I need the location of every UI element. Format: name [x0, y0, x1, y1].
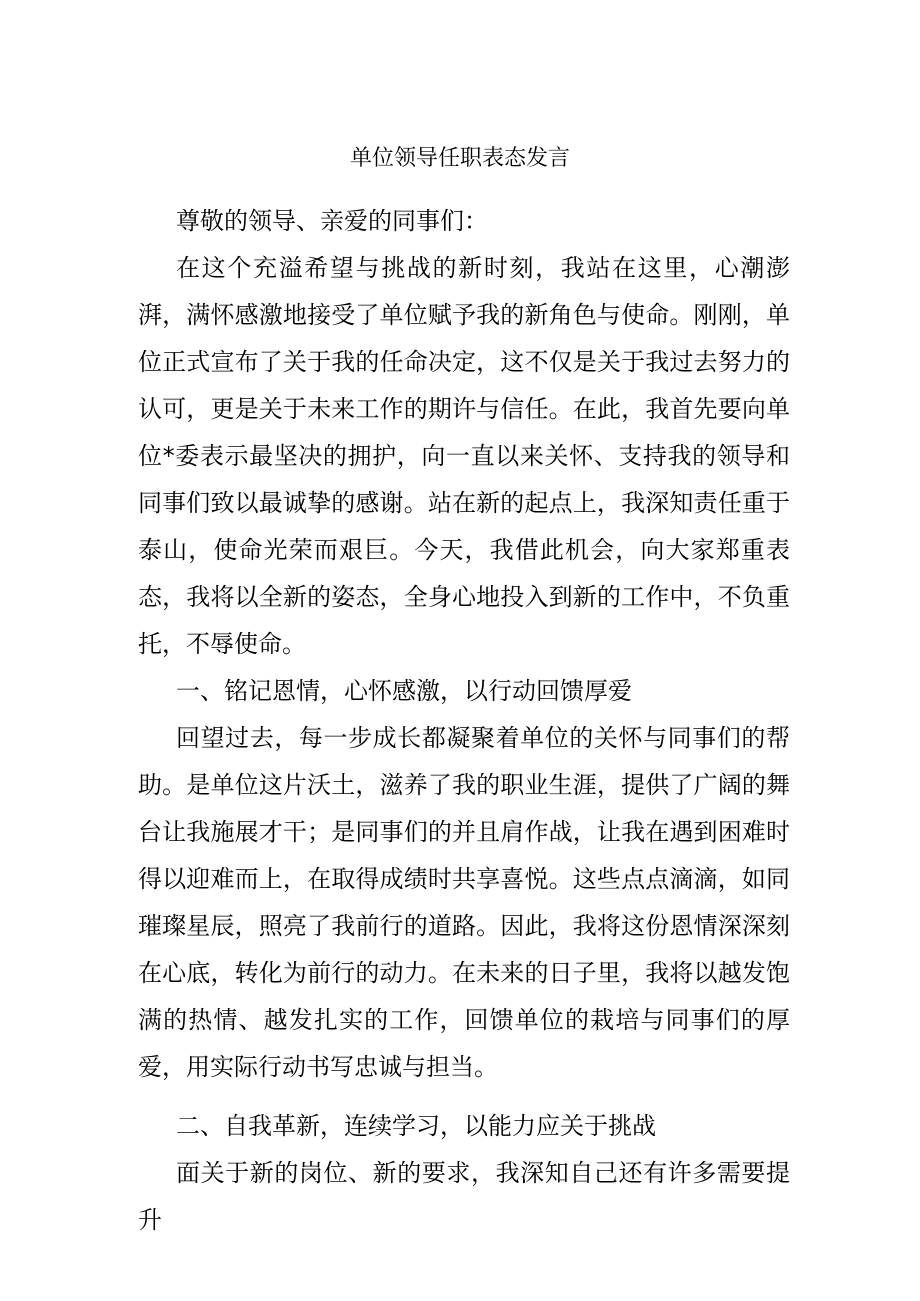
intro-paragraph: 在这个充溢希望与挑战的新时刻，我站在这里，心潮澎湃，满怀感激地接受了单位赋予我的新角色与使命。刚刚，单位正式宣布了关于我的任命决定，这不仅是关于我过去努力的认可，更是关于未来工作的期许与信任。在此，我首先要向单位*委表示最坚决的拥护，向一直以来关怀、支持我的领导和同事们致以最诚挚的感谢。站在新的起点上，我深知责任重于泰山，使命光荣而艰巨。今天，我借此机会，向大家郑重表态，我将以全新的姿态，全身心地投入到新的工作中，不负重托，不辱使命。 — [138, 254, 790, 658]
document-body — [138, 198, 790, 1244]
section-2-paragraph: 面关于新的岗位、新的要求，我深知自己还有许多需要提升 — [138, 1159, 790, 1234]
document-title: 单位领导任职表态发言 — [349, 146, 570, 171]
salutation-paragraph: 尊敬的领导、亲爱的同事们： — [176, 207, 488, 235]
section-heading-1: 一、铭记恩情，心怀感激，以行动回馈厚爱 — [176, 677, 632, 705]
section-1-paragraph: 回望过去，每一步成长都凝聚着单位的关怀与同事们的帮助。是单位这片沃土，滋养了我的职业生涯，提供了广阔的舞台让我施展才干；是同事们的并且肩作战，让我在遇到困难时得以迎难而上，在取得成绩时共享喜悦。这些点点滴滴，如同璀璨星辰，照亮了我前行的道路。因此，我将这份恩情深深刻在心底，转化为前行的动力。在未来的日子里，我将以越发饱满的热情、越发扎实的工作，回馈单位的栽培与同事们的厚爱，用实际行动书写忠诚与担当。 — [138, 724, 790, 1081]
section-heading-2: 二、自我革新，连续学习，以能力应关于挑战 — [176, 1112, 656, 1140]
